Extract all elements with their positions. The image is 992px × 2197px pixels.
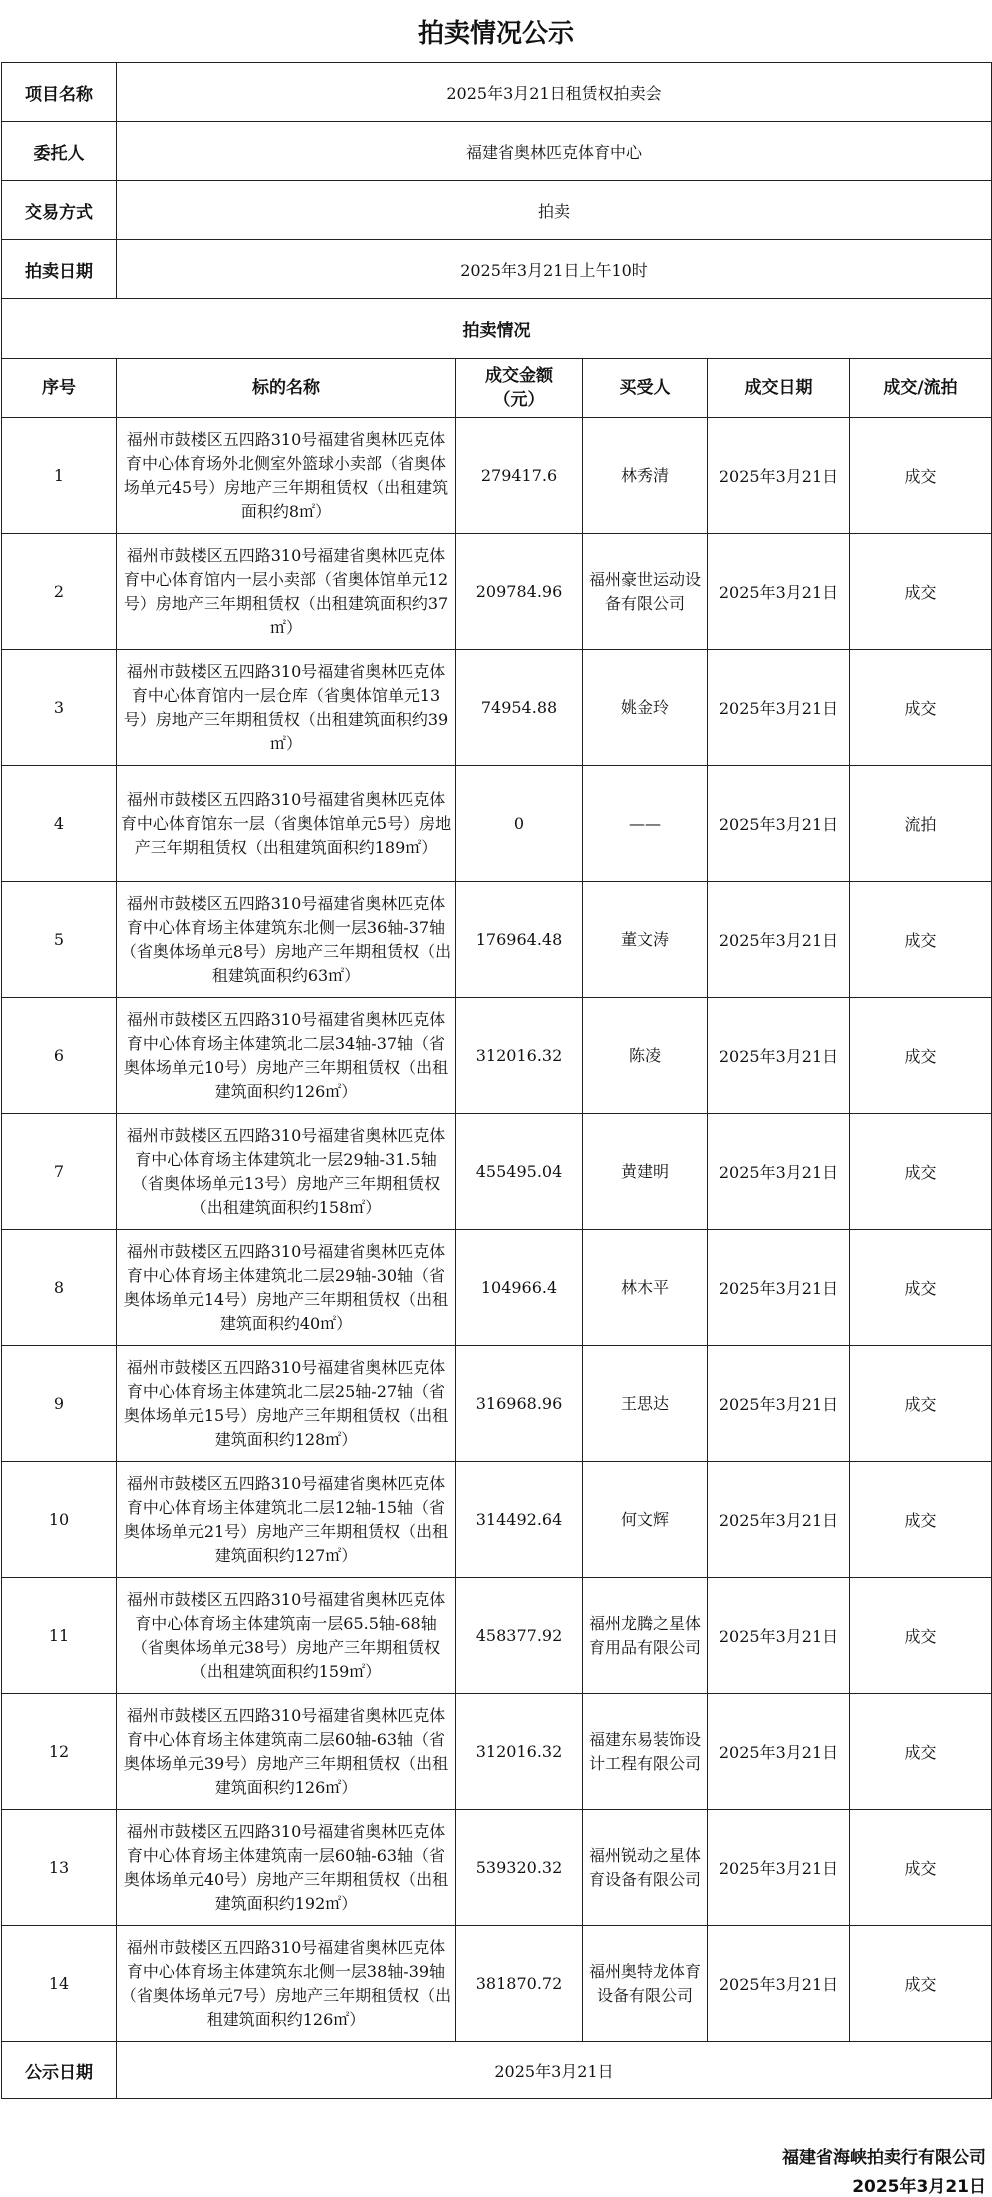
item-name <box>117 1230 456 1346</box>
table-row <box>2 1114 992 1230</box>
info-value: 福建省奥林匹克体育中心 <box>117 122 992 181</box>
column-header: 买受人 <box>583 359 708 418</box>
section-title: 拍卖情况 <box>2 299 992 359</box>
buyer: 董文涛 <box>583 882 708 998</box>
deal-amount: 176964.48 <box>456 882 583 998</box>
row-number: 9 <box>2 1346 117 1462</box>
info-value: 2025年3月21日上午10时 <box>117 240 992 299</box>
deal-amount: 104966.4 <box>456 1230 583 1346</box>
column-header: 成交日期 <box>708 359 850 418</box>
item-name-text: 福州市鼓楼区五四路310号福建省奥林匹克体育中心体育场主体建筑北二层25轴-27轴（省奥体场单元15号）房地产三年期租赁权（出租建筑面积约128㎡） <box>123 1357 449 1449</box>
buyer: 王思达 <box>583 1346 708 1462</box>
deal-amount: 458377.92 <box>456 1578 583 1694</box>
deal-date: 2025年3月21日 <box>708 650 850 766</box>
deal-amount: 312016.32 <box>456 998 583 1114</box>
table-row <box>2 534 992 650</box>
publish-date: 2025年3月21日 <box>117 2042 992 2099</box>
buyer: 林秀清 <box>583 418 708 534</box>
buyer: 福州豪世运动设备有限公司 <box>583 534 708 650</box>
footer-company: 福建省海峡拍卖行有限公司 <box>782 2148 986 2168</box>
deal-amount: 316968.96 <box>456 1346 583 1462</box>
column-header: 序号 <box>2 359 117 418</box>
table-row <box>2 1926 992 2042</box>
deal-status: 流拍 <box>850 766 992 882</box>
deal-date: 2025年3月21日 <box>708 766 850 882</box>
deal-date: 2025年3月21日 <box>708 1926 850 2042</box>
item-name <box>117 1810 456 1926</box>
deal-amount: 0 <box>456 766 583 882</box>
deal-status: 成交 <box>850 534 992 650</box>
item-name-text: 福州市鼓楼区五四路310号福建省奥林匹克体育中心体育场主体建筑东北侧一层38轴-39轴（省奥体场单元7号）房地产三年期租赁权（出租建筑面积约126㎡） <box>120 1937 452 2029</box>
item-name <box>117 1694 456 1810</box>
row-number: 11 <box>2 1578 117 1694</box>
section-row <box>2 299 992 359</box>
deal-amount: 74954.88 <box>456 650 583 766</box>
item-name <box>117 1346 456 1462</box>
auction-table <box>1 62 992 2099</box>
info-label: 项目名称 <box>2 63 117 122</box>
deal-date: 2025年3月21日 <box>708 1346 850 1462</box>
item-name <box>117 1926 456 2042</box>
row-number: 2 <box>2 534 117 650</box>
deal-status: 成交 <box>850 1578 992 1694</box>
row-number: 1 <box>2 418 117 534</box>
table-row <box>2 1230 992 1346</box>
row-number: 8 <box>2 1230 117 1346</box>
item-name <box>117 1578 456 1694</box>
item-name-text: 福州市鼓楼区五四路310号福建省奥林匹克体育中心体育馆内一层仓库（省奥体馆单元13号）房地产三年期租赁权（出租建筑面积约39㎡） <box>123 661 449 753</box>
info-row-project <box>2 63 992 122</box>
column-header: 成交金额（元） <box>456 359 583 418</box>
item-name-text: 福州市鼓楼区五四路310号福建省奥林匹克体育中心体育场主体建筑南二层60轴-63轴（省奥体场单元39号）房地产三年期租赁权（出租建筑面积约126㎡） <box>123 1705 449 1797</box>
deal-date: 2025年3月21日 <box>708 882 850 998</box>
buyer: 姚金玲 <box>583 650 708 766</box>
info-row-date <box>2 240 992 299</box>
table-row <box>2 766 992 882</box>
row-number: 10 <box>2 1462 117 1578</box>
deal-date: 2025年3月21日 <box>708 998 850 1114</box>
deal-date: 2025年3月21日 <box>708 1462 850 1578</box>
row-number: 13 <box>2 1810 117 1926</box>
deal-date: 2025年3月21日 <box>708 1810 850 1926</box>
deal-status: 成交 <box>850 1346 992 1462</box>
item-name-text: 福州市鼓楼区五四路310号福建省奥林匹克体育中心体育馆内一层小卖部（省奥体馆单元12号）房地产三年期租赁权（出租建筑面积约37㎡） <box>123 545 449 637</box>
deal-date: 2025年3月21日 <box>708 418 850 534</box>
item-name <box>117 1114 456 1230</box>
item-name-text: 福州市鼓楼区五四路310号福建省奥林匹克体育中心体育场外北侧室外篮球小卖部（省奥体场单元45号）房地产三年期租赁权（出租建筑面积约8㎡） <box>123 429 449 521</box>
table-row <box>2 998 992 1114</box>
page-title: 拍卖情况公示 <box>417 18 574 49</box>
deal-amount: 381870.72 <box>456 1926 583 2042</box>
deal-amount: 312016.32 <box>456 1694 583 1810</box>
buyer: 何文辉 <box>583 1462 708 1578</box>
deal-date: 2025年3月21日 <box>708 1578 850 1694</box>
row-number: 6 <box>2 998 117 1114</box>
column-header: 成交/流拍 <box>850 359 992 418</box>
item-name-text: 福州市鼓楼区五四路310号福建省奥林匹克体育中心体育场主体建筑东北侧一层36轴-37轴（省奥体场单元8号）房地产三年期租赁权（出租建筑面积约63㎡） <box>120 893 452 985</box>
table-row <box>2 418 992 534</box>
item-name <box>117 1462 456 1578</box>
item-name-text: 福州市鼓楼区五四路310号福建省奥林匹克体育中心体育场主体建筑北二层29轴-30轴（省奥体场单元14号）房地产三年期租赁权（出租建筑面积约40㎡） <box>123 1241 449 1333</box>
deal-date: 2025年3月21日 <box>708 1694 850 1810</box>
row-number: 4 <box>2 766 117 882</box>
deal-status: 成交 <box>850 882 992 998</box>
deal-amount: 279417.6 <box>456 418 583 534</box>
item-name-text: 福州市鼓楼区五四路310号福建省奥林匹克体育中心体育场主体建筑南一层65.5轴-68轴（省奥体场单元38号）房地产三年期租赁权（出租建筑面积约159㎡） <box>126 1589 446 1681</box>
publish-label: 公示日期 <box>2 2042 117 2099</box>
info-value: 拍卖 <box>117 181 992 240</box>
buyer: 福建东易装饰设计工程有限公司 <box>583 1694 708 1810</box>
buyer: 林木平 <box>583 1230 708 1346</box>
item-name <box>117 418 456 534</box>
deal-amount: 455495.04 <box>456 1114 583 1230</box>
deal-amount: 314492.64 <box>456 1462 583 1578</box>
item-name <box>117 882 456 998</box>
row-number: 12 <box>2 1694 117 1810</box>
table-row <box>2 1578 992 1694</box>
deal-amount: 539320.32 <box>456 1810 583 1926</box>
row-number: 3 <box>2 650 117 766</box>
deal-status: 成交 <box>850 1694 992 1810</box>
column-header: 标的名称 <box>117 359 456 418</box>
item-name <box>117 998 456 1114</box>
buyer: 陈凌 <box>583 998 708 1114</box>
deal-status: 成交 <box>850 1230 992 1346</box>
buyer: 福州锐动之星体育设备有限公司 <box>583 1810 708 1926</box>
row-number: 7 <box>2 1114 117 1230</box>
info-row-client <box>2 122 992 181</box>
row-number: 14 <box>2 1926 117 2042</box>
buyer: 黄建明 <box>583 1114 708 1230</box>
item-name-text: 福州市鼓楼区五四路310号福建省奥林匹克体育中心体育馆东一层（省奥体馆单元5号）房地产三年期租赁权（出租建筑面积约189㎡） <box>120 789 452 857</box>
item-name-text: 福州市鼓楼区五四路310号福建省奥林匹克体育中心体育场主体建筑北二层34轴-37轴（省奥体场单元10号）房地产三年期租赁权（出租建筑面积约126㎡） <box>123 1009 449 1101</box>
publish-row <box>2 2042 992 2099</box>
deal-status: 成交 <box>850 1810 992 1926</box>
deal-date: 2025年3月21日 <box>708 1114 850 1230</box>
deal-amount: 209784.96 <box>456 534 583 650</box>
deal-date: 2025年3月21日 <box>708 534 850 650</box>
buyer: —— <box>583 766 708 882</box>
info-label: 委托人 <box>2 122 117 181</box>
item-name <box>117 766 456 882</box>
info-label: 交易方式 <box>2 181 117 240</box>
table-row <box>2 1694 992 1810</box>
deal-status: 成交 <box>850 998 992 1114</box>
footer-date: 2025年3月21日 <box>852 2177 986 2197</box>
table-row <box>2 882 992 998</box>
buyer: 福州龙腾之星体育用品有限公司 <box>583 1578 708 1694</box>
item-name-text: 福州市鼓楼区五四路310号福建省奥林匹克体育中心体育场主体建筑北一层29轴-31.5轴（省奥体场单元13号）房地产三年期租赁权（出租建筑面积约158㎡） <box>126 1125 446 1217</box>
item-name <box>117 534 456 650</box>
info-value: 2025年3月21日租赁权拍卖会 <box>117 63 992 122</box>
deal-status: 成交 <box>850 650 992 766</box>
table-row <box>2 1810 992 1926</box>
deal-date: 2025年3月21日 <box>708 1230 850 1346</box>
item-name-text: 福州市鼓楼区五四路310号福建省奥林匹克体育中心体育场主体建筑北二层12轴-15轴（省奥体场单元21号）房地产三年期租赁权（出租建筑面积约127㎡） <box>123 1473 449 1565</box>
deal-status: 成交 <box>850 1926 992 2042</box>
item-name-text: 福州市鼓楼区五四路310号福建省奥林匹克体育中心体育场主体建筑南一层60轴-63轴（省奥体场单元40号）房地产三年期租赁权（出租建筑面积约192㎡） <box>123 1821 449 1913</box>
deal-status: 成交 <box>850 418 992 534</box>
deal-status: 成交 <box>850 1462 992 1578</box>
buyer: 福州奥特龙体育设备有限公司 <box>583 1926 708 2042</box>
table-row <box>2 650 992 766</box>
info-label: 拍卖日期 <box>2 240 117 299</box>
row-number: 5 <box>2 882 117 998</box>
info-row-method <box>2 181 992 240</box>
table-row <box>2 1462 992 1578</box>
deal-status: 成交 <box>850 1114 992 1230</box>
item-name <box>117 650 456 766</box>
column-header-row <box>2 359 992 418</box>
table-row <box>2 1346 992 1462</box>
